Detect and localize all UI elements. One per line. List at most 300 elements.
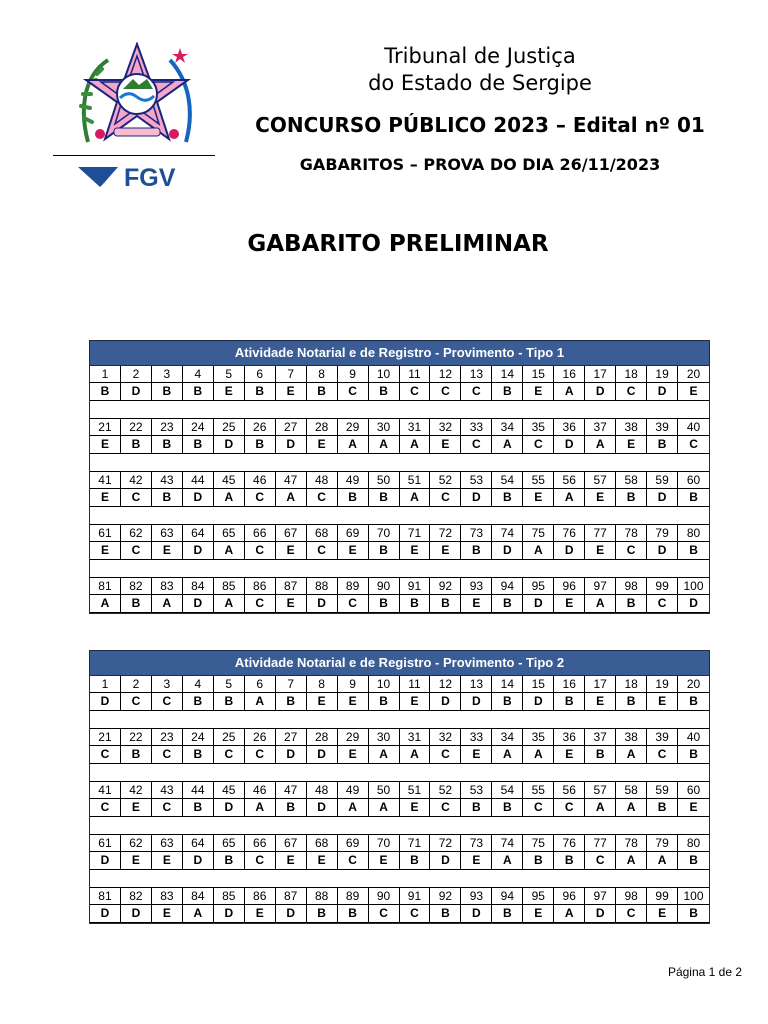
answer-cell: C [338, 383, 369, 400]
answer-row [90, 489, 709, 507]
answer-cell: C [245, 595, 276, 612]
question-number-cell: 55 [523, 472, 554, 488]
answer-cell: B [183, 746, 214, 763]
question-number-cell: 53 [461, 782, 492, 798]
question-number-cell: 90 [369, 578, 400, 594]
answer-cell: E [400, 542, 431, 559]
answer-cell: E [554, 746, 585, 763]
answer-cell: B [338, 489, 369, 506]
answer-cell: B [276, 693, 307, 710]
question-number-cell: 15 [523, 676, 554, 692]
question-number-cell: 52 [430, 782, 461, 798]
question-number-cell: 23 [152, 729, 183, 745]
answer-cell: E [90, 542, 121, 559]
answer-cell: D [307, 595, 338, 612]
question-number-cell: 100 [683, 579, 704, 593]
answer-cell: B [369, 693, 400, 710]
question-number-cell: 63 [152, 835, 183, 851]
question-number-cell: 31 [400, 729, 431, 745]
answer-cell: B [461, 799, 492, 816]
answer-cell: A [400, 489, 431, 506]
answer-cell: D [90, 852, 121, 869]
question-number-cell: 65 [214, 525, 245, 541]
answer-cell: E [647, 905, 678, 922]
answer-cell: B [647, 799, 678, 816]
answer-cell: E [616, 436, 647, 453]
answer-cell: D [121, 383, 152, 400]
table-body [90, 366, 709, 613]
question-number-cell: 25 [214, 729, 245, 745]
answer-cell: C [338, 595, 369, 612]
question-number-cell: 3 [152, 366, 183, 382]
answer-cell: B [492, 595, 523, 612]
answer-cell: E [307, 693, 338, 710]
answer-cell: B [689, 747, 698, 761]
question-number-cell: 61 [90, 835, 121, 851]
question-number-cell: 13 [461, 676, 492, 692]
question-number-cell: 36 [554, 729, 585, 745]
answer-cell: B [616, 693, 647, 710]
answer-cell: B [183, 799, 214, 816]
row-separator [90, 764, 709, 782]
question-number-cell: 1 [90, 366, 121, 382]
answer-cell: B [492, 383, 523, 400]
question-number-cell: 82 [121, 578, 152, 594]
answer-cell: C [430, 799, 461, 816]
question-number-cell: 82 [121, 888, 152, 904]
question-number-cell: 74 [492, 525, 523, 541]
answer-cell: B [492, 799, 523, 816]
row-separator [90, 870, 709, 888]
question-number-cell: 43 [152, 472, 183, 488]
answer-cell: D [276, 746, 307, 763]
answer-cell: B [554, 693, 585, 710]
question-number-cell: 47 [276, 472, 307, 488]
answer-cell: C [121, 542, 152, 559]
question-number-cell: 5 [214, 676, 245, 692]
answer-cell: E [554, 595, 585, 612]
question-number-cell: 75 [523, 835, 554, 851]
question-number-cell: 33 [461, 729, 492, 745]
question-number-row [90, 366, 709, 383]
table-title: Atividade Notarial e de Registro - Provimento - Tipo 2 [90, 651, 709, 676]
answer-cell: D [492, 542, 523, 559]
question-number-cell: 18 [616, 366, 647, 382]
question-number-cell: 25 [214, 419, 245, 435]
question-number-cell: 85 [214, 888, 245, 904]
question-number-cell: 60 [686, 473, 701, 487]
question-number-cell: 97 [585, 578, 616, 594]
question-number-row [90, 578, 709, 595]
question-number-cell: 9 [338, 366, 369, 382]
answer-cell: B [647, 436, 678, 453]
question-number-cell: 21 [90, 729, 121, 745]
question-number-cell: 65 [214, 835, 245, 851]
answer-cell: D [461, 693, 492, 710]
question-number-cell: 4 [183, 676, 214, 692]
answer-cell: A [276, 489, 307, 506]
svg-text:FGV: FGV [124, 164, 176, 189]
answer-cell: D [647, 542, 678, 559]
answer-cell: A [400, 746, 431, 763]
question-number-cell: 80 [686, 526, 701, 540]
answer-cell: B [245, 383, 276, 400]
answer-cell: D [90, 905, 121, 922]
answer-cell: A [647, 852, 678, 869]
answer-cell: E [307, 852, 338, 869]
question-number-cell: 39 [647, 729, 678, 745]
answer-cell: A [214, 489, 245, 506]
question-number-cell: 89 [338, 578, 369, 594]
question-number-cell: 69 [338, 835, 369, 851]
answer-cell: C [430, 489, 461, 506]
answer-cell: B [492, 693, 523, 710]
answer-cell: E [152, 905, 183, 922]
answer-cell: B [492, 905, 523, 922]
answer-cell: E [689, 384, 698, 398]
logo-divider [53, 155, 215, 156]
question-number-cell: 71 [400, 525, 431, 541]
question-number-cell: 83 [152, 578, 183, 594]
table-body [90, 676, 709, 923]
question-number-cell: 7 [276, 676, 307, 692]
question-number-cell: 67 [276, 835, 307, 851]
answer-cell: B [214, 852, 245, 869]
question-number-cell: 10 [369, 676, 400, 692]
question-number-cell: 37 [585, 729, 616, 745]
answer-cell: C [307, 489, 338, 506]
question-number-cell: 11 [400, 366, 431, 382]
question-number-cell: 12 [430, 676, 461, 692]
answer-cell: E [214, 383, 245, 400]
question-number-cell: 99 [647, 578, 678, 594]
question-number-cell: 98 [616, 888, 647, 904]
question-number-cell: 27 [276, 729, 307, 745]
answer-cell: D [430, 852, 461, 869]
question-number-cell: 30 [369, 419, 400, 435]
answer-cell: D [90, 693, 121, 710]
answer-cell: E [461, 746, 492, 763]
question-number-cell: 34 [492, 419, 523, 435]
question-number-cell: 89 [338, 888, 369, 904]
question-number-cell: 57 [585, 472, 616, 488]
question-number-cell: 59 [647, 472, 678, 488]
answer-cell: D [307, 799, 338, 816]
question-number-cell: 53 [461, 472, 492, 488]
answer-cell: C [369, 905, 400, 922]
question-number-cell: 68 [307, 835, 338, 851]
question-number-cell: 28 [307, 729, 338, 745]
question-number-cell: 68 [307, 525, 338, 541]
answer-cell: B [689, 694, 698, 708]
question-number-cell: 77 [585, 525, 616, 541]
question-number-cell: 91 [400, 578, 431, 594]
question-number-cell: 48 [307, 472, 338, 488]
question-number-row [90, 419, 709, 436]
answer-cell: C [554, 799, 585, 816]
answer-cell: C [585, 852, 616, 869]
answer-cell: D [461, 905, 492, 922]
answer-cell: C [152, 693, 183, 710]
question-number-cell: 20 [686, 677, 701, 691]
question-number-cell: 28 [307, 419, 338, 435]
question-number-cell: 99 [647, 888, 678, 904]
answer-cell: C [121, 489, 152, 506]
answer-row [90, 799, 709, 817]
answer-cell: D [276, 905, 307, 922]
answer-cell: B [523, 852, 554, 869]
question-number-cell: 38 [616, 419, 647, 435]
answer-cell: D [554, 436, 585, 453]
question-number-cell: 24 [183, 729, 214, 745]
answer-cell: E [276, 383, 307, 400]
question-number-cell: 97 [585, 888, 616, 904]
answer-cell: E [585, 693, 616, 710]
answer-cell: B [152, 489, 183, 506]
answer-cell: E [276, 542, 307, 559]
question-number-cell: 56 [554, 472, 585, 488]
question-number-cell: 42 [121, 472, 152, 488]
answer-cell: A [492, 436, 523, 453]
answer-cell: C [152, 746, 183, 763]
question-number-cell: 52 [430, 472, 461, 488]
question-number-cell: 40 [686, 420, 701, 434]
question-number-cell: 83 [152, 888, 183, 904]
question-number-cell: 84 [183, 888, 214, 904]
question-number-cell: 38 [616, 729, 647, 745]
question-number-cell: 5 [214, 366, 245, 382]
question-number-cell: 66 [245, 525, 276, 541]
question-number-cell: 98 [616, 578, 647, 594]
answer-cell: B [400, 852, 431, 869]
answer-cell: E [400, 799, 431, 816]
answer-row [90, 693, 709, 711]
answer-cell: B [183, 436, 214, 453]
question-number-row [90, 676, 709, 693]
question-number-cell: 29 [338, 419, 369, 435]
question-number-cell: 72 [430, 525, 461, 541]
answer-cell: A [369, 799, 400, 816]
question-number-cell: 37 [585, 419, 616, 435]
question-number-cell: 2 [121, 676, 152, 692]
question-number-row [90, 525, 709, 542]
question-number-cell: 66 [245, 835, 276, 851]
answer-cell: D [554, 542, 585, 559]
question-number-cell: 45 [214, 782, 245, 798]
question-number-cell: 76 [554, 835, 585, 851]
answer-cell: D [307, 746, 338, 763]
answer-cell: A [369, 746, 400, 763]
answer-cell: D [523, 595, 554, 612]
question-number-cell: 77 [585, 835, 616, 851]
answer-row [90, 746, 709, 764]
question-number-cell: 42 [121, 782, 152, 798]
question-number-cell: 7 [276, 366, 307, 382]
question-number-cell: 14 [492, 366, 523, 382]
question-number-cell: 21 [90, 419, 121, 435]
question-number-cell: 79 [647, 525, 678, 541]
question-number-cell: 62 [121, 835, 152, 851]
answer-cell: A [492, 852, 523, 869]
question-number-cell: 17 [585, 676, 616, 692]
answer-cell: B [689, 853, 698, 867]
question-number-cell: 76 [554, 525, 585, 541]
answer-cell: D [585, 905, 616, 922]
answer-cell: C [647, 595, 678, 612]
question-number-cell: 91 [400, 888, 431, 904]
answer-cell: C [90, 799, 121, 816]
answer-cell: D [276, 436, 307, 453]
answer-cell: E [523, 489, 554, 506]
table-title: Atividade Notarial e de Registro - Provimento - Tipo 1 [90, 341, 709, 366]
answer-cell: E [121, 852, 152, 869]
question-number-cell: 19 [647, 676, 678, 692]
answer-cell: B [689, 906, 698, 920]
answer-cell: A [400, 436, 431, 453]
question-number-cell: 24 [183, 419, 214, 435]
contest-title: CONCURSO PÚBLICO 2023 – Edital nº 01 [255, 113, 705, 137]
question-number-cell: 56 [554, 782, 585, 798]
answer-cell: D [647, 383, 678, 400]
question-number-row [90, 835, 709, 852]
question-number-cell: 73 [461, 835, 492, 851]
answer-cell: E [647, 693, 678, 710]
exam-date-title: GABARITOS – PROVA DO DIA 26/11/2023 [299, 155, 661, 174]
question-number-cell: 23 [152, 419, 183, 435]
question-number-cell: 47 [276, 782, 307, 798]
fgv-logo [78, 163, 196, 189]
question-number-cell: 50 [369, 472, 400, 488]
question-number-cell: 33 [461, 419, 492, 435]
answer-cell: B [307, 383, 338, 400]
answer-cell: E [430, 542, 461, 559]
answer-cell: E [245, 905, 276, 922]
question-number-cell: 70 [369, 525, 400, 541]
question-number-cell: 26 [245, 419, 276, 435]
question-number-cell: 16 [554, 366, 585, 382]
answer-cell: E [152, 542, 183, 559]
question-number-cell: 71 [400, 835, 431, 851]
question-number-cell: 46 [245, 472, 276, 488]
question-number-row [90, 782, 709, 799]
question-number-cell: 86 [245, 888, 276, 904]
question-number-cell: 84 [183, 578, 214, 594]
question-number-cell: 95 [523, 888, 554, 904]
answer-cell: A [554, 905, 585, 922]
question-number-cell: 88 [307, 578, 338, 594]
answer-cell: B [338, 905, 369, 922]
answer-cell: C [245, 746, 276, 763]
answer-cell: B [585, 746, 616, 763]
answer-cell: A [492, 746, 523, 763]
question-number-cell: 54 [492, 472, 523, 488]
question-number-cell: 34 [492, 729, 523, 745]
question-number-cell: 20 [686, 367, 701, 381]
answer-cell: A [90, 595, 121, 612]
page-number: Página 1 de 2 [667, 965, 742, 979]
answer-cell: E [523, 905, 554, 922]
answer-cell: B [369, 595, 400, 612]
question-number-cell: 90 [369, 888, 400, 904]
answer-cell: A [214, 542, 245, 559]
answer-cell: C [245, 852, 276, 869]
question-number-cell: 39 [647, 419, 678, 435]
question-number-cell: 27 [276, 419, 307, 435]
question-number-cell: 64 [183, 835, 214, 851]
question-number-cell: 63 [152, 525, 183, 541]
answer-cell: C [90, 746, 121, 763]
answer-cell: C [245, 542, 276, 559]
answer-cell: C [152, 799, 183, 816]
question-number-cell: 44 [183, 472, 214, 488]
answer-cell: E [689, 800, 698, 814]
question-number-cell: 96 [554, 578, 585, 594]
answer-cell: A [183, 905, 214, 922]
answer-cell: A [616, 852, 647, 869]
question-number-row [90, 888, 709, 905]
question-number-cell: 6 [245, 366, 276, 382]
question-number-cell: 96 [554, 888, 585, 904]
answer-cell: B [276, 799, 307, 816]
answer-cell: D [430, 693, 461, 710]
answer-cell: A [554, 383, 585, 400]
answer-cell: A [338, 436, 369, 453]
question-number-cell: 64 [183, 525, 214, 541]
answer-cell: C [338, 852, 369, 869]
question-number-cell: 55 [523, 782, 554, 798]
question-number-cell: 12 [430, 366, 461, 382]
question-number-cell: 40 [686, 730, 701, 744]
answer-cell: D [183, 852, 214, 869]
question-number-cell: 16 [554, 676, 585, 692]
question-number-cell: 87 [276, 578, 307, 594]
answer-cell: B [616, 595, 647, 612]
row-separator [90, 817, 709, 835]
answer-cell: A [214, 595, 245, 612]
answer-cell: B [121, 436, 152, 453]
answer-cell: A [523, 542, 554, 559]
answer-cell: A [338, 799, 369, 816]
answer-cell: C [430, 746, 461, 763]
answer-cell: C [214, 746, 245, 763]
question-number-cell: 81 [90, 578, 121, 594]
answer-cell: B [90, 383, 121, 400]
question-number-cell: 58 [616, 472, 647, 488]
question-number-cell: 80 [686, 836, 701, 850]
question-number-cell: 2 [121, 366, 152, 382]
answer-cell: C [689, 437, 698, 451]
question-number-cell: 51 [400, 782, 431, 798]
answer-cell: D [647, 489, 678, 506]
answer-cell: B [430, 905, 461, 922]
question-number-cell: 46 [245, 782, 276, 798]
answer-cell: E [276, 852, 307, 869]
answer-row [90, 383, 709, 401]
answer-cell: A [152, 595, 183, 612]
answer-cell: B [152, 436, 183, 453]
answer-cell: B [492, 489, 523, 506]
answer-cell: D [214, 436, 245, 453]
answer-cell: B [307, 905, 338, 922]
question-number-cell: 32 [430, 729, 461, 745]
answer-cell: C [616, 542, 647, 559]
court-name-line2: do Estado de Sergipe [368, 71, 592, 95]
question-number-cell: 81 [90, 888, 121, 904]
question-number-cell: 74 [492, 835, 523, 851]
sergipe-coat-of-arms-logo [78, 42, 196, 150]
row-separator [90, 454, 709, 472]
question-number-cell: 44 [183, 782, 214, 798]
